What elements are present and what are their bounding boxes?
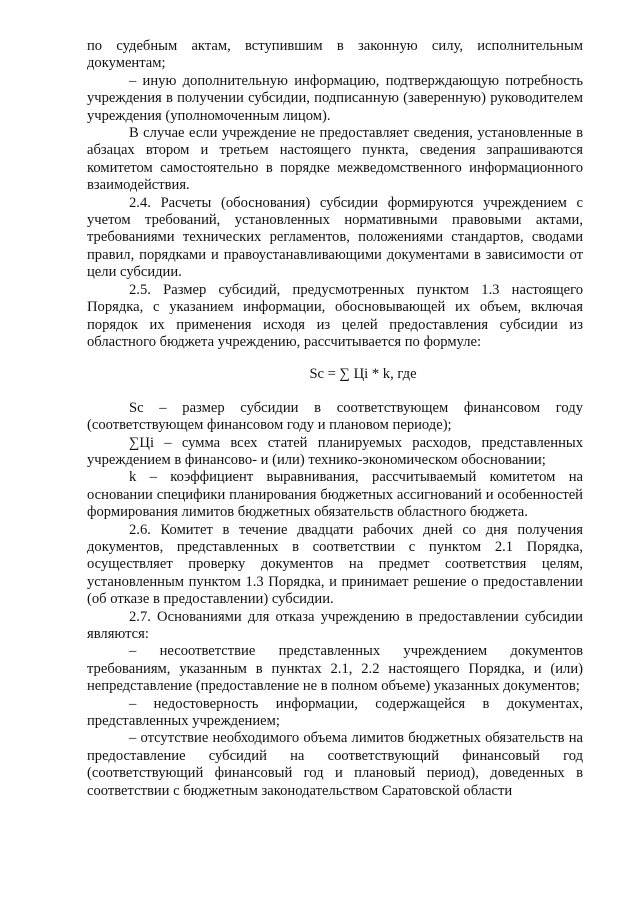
paragraph-2-5: 2.5. Размер субсидий, предусмотренных пунктом 1.3 настоящего Порядка, с указанием информации, обосновывающей их объем, включая порядок их применения исходя из целей предоставления субсидии из областного бюджета учреждению, рассчитывается по формуле:	[87, 281, 583, 350]
paragraph-2: – иную дополнительную информацию, подтверждающую потребность учреждения в получении субсидии, подписанную (заверенную) руководителем учреждения (уполномоченным лицом).	[87, 72, 583, 124]
paragraph-2-6: 2.6. Комитет в течение двадцати рабочих дней со дня получения документов, представленных в соответствии с пунктом 2.1 Порядка, осуществляет проверку документов на предмет соответствия целям, установленным пунктом 1.3 Порядка, и принимает решение о предоставлении (об отказе в предоставлении) субсидии.	[87, 521, 583, 608]
definition-sc: Sc – размер субсидии в соответствующем финансовом году (соответствующем финансовом году и плановом периоде);	[87, 399, 583, 434]
refusal-reason-1: – несоответствие представленных учреждением документов требованиям, указанным в пунктах 2.1, 2.2 настоящего Порядка, и (или) непредставление (предоставление не в полном объеме) указанных документов;	[87, 643, 583, 695]
document-body	[87, 38, 583, 800]
paragraph-1: по судебным актам, вступившим в законную силу, исполнительным документам;	[87, 38, 583, 72]
refusal-reason-3: – отсутствие необходимого объема лимитов бюджетных обязательств на предоставление субсидий на соответствующий финансовый год (соответствующий финансовый год и плановый период), доведенных в соответствии с бюджетным законодательством Саратовской области	[87, 730, 583, 799]
definition-k: k – коэффициент выравнивания, рассчитываемый комитетом на основании специфики планирования бюджетных ассигнований и особенностей формирования лимитов бюджетных обязательств областного бюджета.	[87, 469, 583, 521]
refusal-reason-2: – недостоверность информации, содержащейся в документах, представленных учреждением;	[87, 695, 583, 730]
formula: Sc = ∑ Цi * k, где	[309, 366, 417, 383]
paragraph-2-7: 2.7. Основаниями для отказа учреждению в предоставлении субсидии являются:	[87, 608, 583, 642]
paragraph-3: В случае если учреждение не предоставляет сведения, установленные в абзацах втором и третьем настоящего пункта, сведения запрашиваются комитетом самостоятельно в порядке межведомственного информационного взаимодействия.	[87, 125, 583, 194]
definition-sum: ∑Цi – сумма всех статей планируемых расходов, представленных учреждением в финансово- и (или) технико-экономическом обосновании;	[87, 434, 583, 468]
paragraph-2-4: 2.4. Расчеты (обоснования) субсидии формируются учреждением с учетом требований, установленных нормативными правовыми актами, требованиями технических регламентов, положениями стандартов, сводами правил, порядками и правоустанавливающими документами в зависимости от цели субсидии.	[87, 194, 583, 281]
